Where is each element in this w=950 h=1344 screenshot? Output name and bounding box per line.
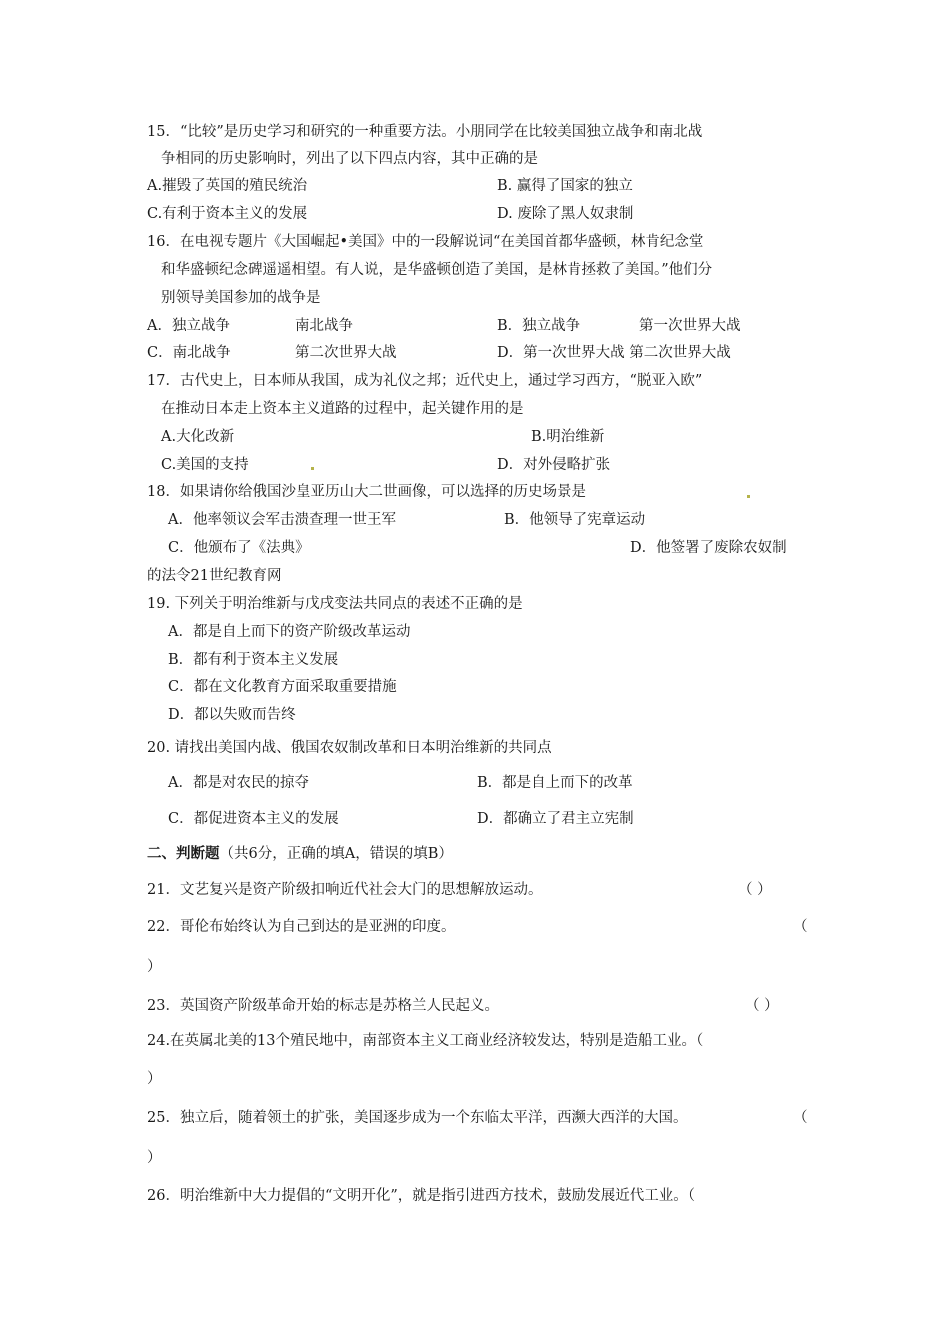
q16-stem-line1: 16．在电视专题片《大国崛起•美国》中的一段解说词“在美国首都华盛顿，林肯纪念堂: [147, 234, 704, 250]
q15-option-a: A.摧毁了英国的殖民统治: [147, 178, 308, 194]
q26-text: 26．明治维新中大力提倡的“文明开化”，就是指引进西方技术，鼓励发展近代工业。（: [147, 1188, 696, 1204]
q17-stem-line1: 17．古代史上，日本师从我国，成为礼仪之邦；近代史上，通过学习西方，“脱亚入欧”: [147, 373, 703, 389]
q16-option-d: D．第一次世界大战 第二次世界大战: [497, 345, 731, 361]
q16-option-c: C．南北战争: [147, 345, 231, 361]
stray-mark: [311, 467, 314, 470]
q15-option-b: B. 赢得了国家的独立: [497, 178, 633, 194]
q25-text: 25．独立后，随着领土的扩张，美国逐步成为一个东临太平洋，西濒大西洋的大国。: [147, 1110, 688, 1126]
q19-option-c: C．都在文化教育方面采取重要措施: [168, 679, 397, 695]
section-heading: [147, 844, 453, 864]
q18-option-c: C．他颁布了《法典》: [168, 540, 310, 556]
q24-text: 24.在英属北美的13个殖民地中，南部资本主义工商业经济较发达，特别是造船工业。（: [147, 1033, 704, 1049]
q16-option-a: A．独立战争: [147, 318, 230, 334]
q24-answer-close: ）: [147, 1071, 162, 1087]
q15-stem-line1: 15．“比较”是历史学习和研究的一种重要方法。小朋同学在比较美国独立战争和南北战: [147, 124, 703, 140]
section-note: （共6分，正确的填A，错误的填B）: [219, 846, 453, 862]
q19-stem: 19. 下列关于明治维新与戊戌变法共同点的表述不正确的是: [147, 596, 523, 612]
q18-option-d-continued: 的法令21世纪教育网: [147, 568, 282, 584]
q23-answer-blank: （ ）: [745, 998, 779, 1014]
q21-text: 21．文艺复兴是资产阶级扣响近代社会大门的思想解放运动。: [147, 882, 543, 898]
q20-option-c: C．都促进资本主义的发展: [168, 811, 339, 827]
q22-answer-open: （: [793, 919, 808, 935]
q18-stem: 18．如果请你给俄国沙皇亚历山大二世画像，可以选择的历史场景是: [147, 484, 586, 500]
q19-option-d: D．都以失败而告终: [168, 707, 296, 723]
q18-option-d: D．他签署了废除农奴制: [630, 540, 787, 556]
q22-answer-close: ）: [147, 959, 162, 975]
q19-option-a: A．都是自上而下的资产阶级改革运动: [168, 624, 411, 640]
q16-option-b-second: 第一次世界大战: [639, 318, 741, 334]
q16-stem-line2: 和华盛顿纪念碑遥遥相望。有人说，是华盛顿创造了美国，是林肯拯救了美国。”他们分: [161, 262, 713, 278]
q17-option-c: C.美国的支持: [161, 457, 249, 473]
q20-option-b: B．都是自上而下的改革: [477, 775, 633, 791]
stray-mark: [747, 495, 750, 498]
q23-text: 23．英国资产阶级革命开始的标志是苏格兰人民起义。: [147, 998, 499, 1014]
q18-option-b: B．他领导了宪章运动: [504, 512, 646, 528]
q16-option-b: B．独立战争: [497, 318, 581, 334]
section-title: 二、判断题: [147, 845, 220, 862]
q16-option-a-second: 南北战争: [295, 318, 353, 334]
q22-text: 22．哥伦布始终认为自己到达的是亚洲的印度。: [147, 919, 456, 935]
q20-option-d: D．都确立了君主立宪制: [477, 811, 634, 827]
q17-option-b: B.明治维新: [531, 429, 605, 445]
q15-stem-line2: 争相同的历史影响时，列出了以下四点内容，其中正确的是: [161, 151, 538, 167]
q17-stem-line2: 在推动日本走上资本主义道路的过程中，起关键作用的是: [161, 401, 524, 417]
q25-answer-close: ）: [147, 1150, 162, 1166]
q15-option-d: D. 废除了黑人奴隶制: [497, 206, 634, 222]
q15-option-c: C.有利于资本主义的发展: [147, 206, 308, 222]
q17-option-d: D．对外侵略扩张: [497, 457, 611, 473]
q16-option-c-second: 第二次世界大战: [295, 345, 397, 361]
q19-option-b: B．都有利于资本主义发展: [168, 652, 339, 668]
q21-answer-blank: （ ）: [738, 882, 772, 898]
q25-answer-open: （: [793, 1110, 808, 1126]
q18-option-a: A．他率领议会军击溃查理一世王军: [168, 512, 396, 528]
q20-option-a: A．都是对农民的掠夺: [168, 775, 309, 791]
q17-option-a: A.大化改新: [161, 429, 235, 445]
q16-stem-line3: 别领导美国参加的战争是: [161, 290, 321, 306]
q20-stem: 20. 请找出美国内战、俄国农奴制改革和日本明治维新的共同点: [147, 740, 552, 756]
